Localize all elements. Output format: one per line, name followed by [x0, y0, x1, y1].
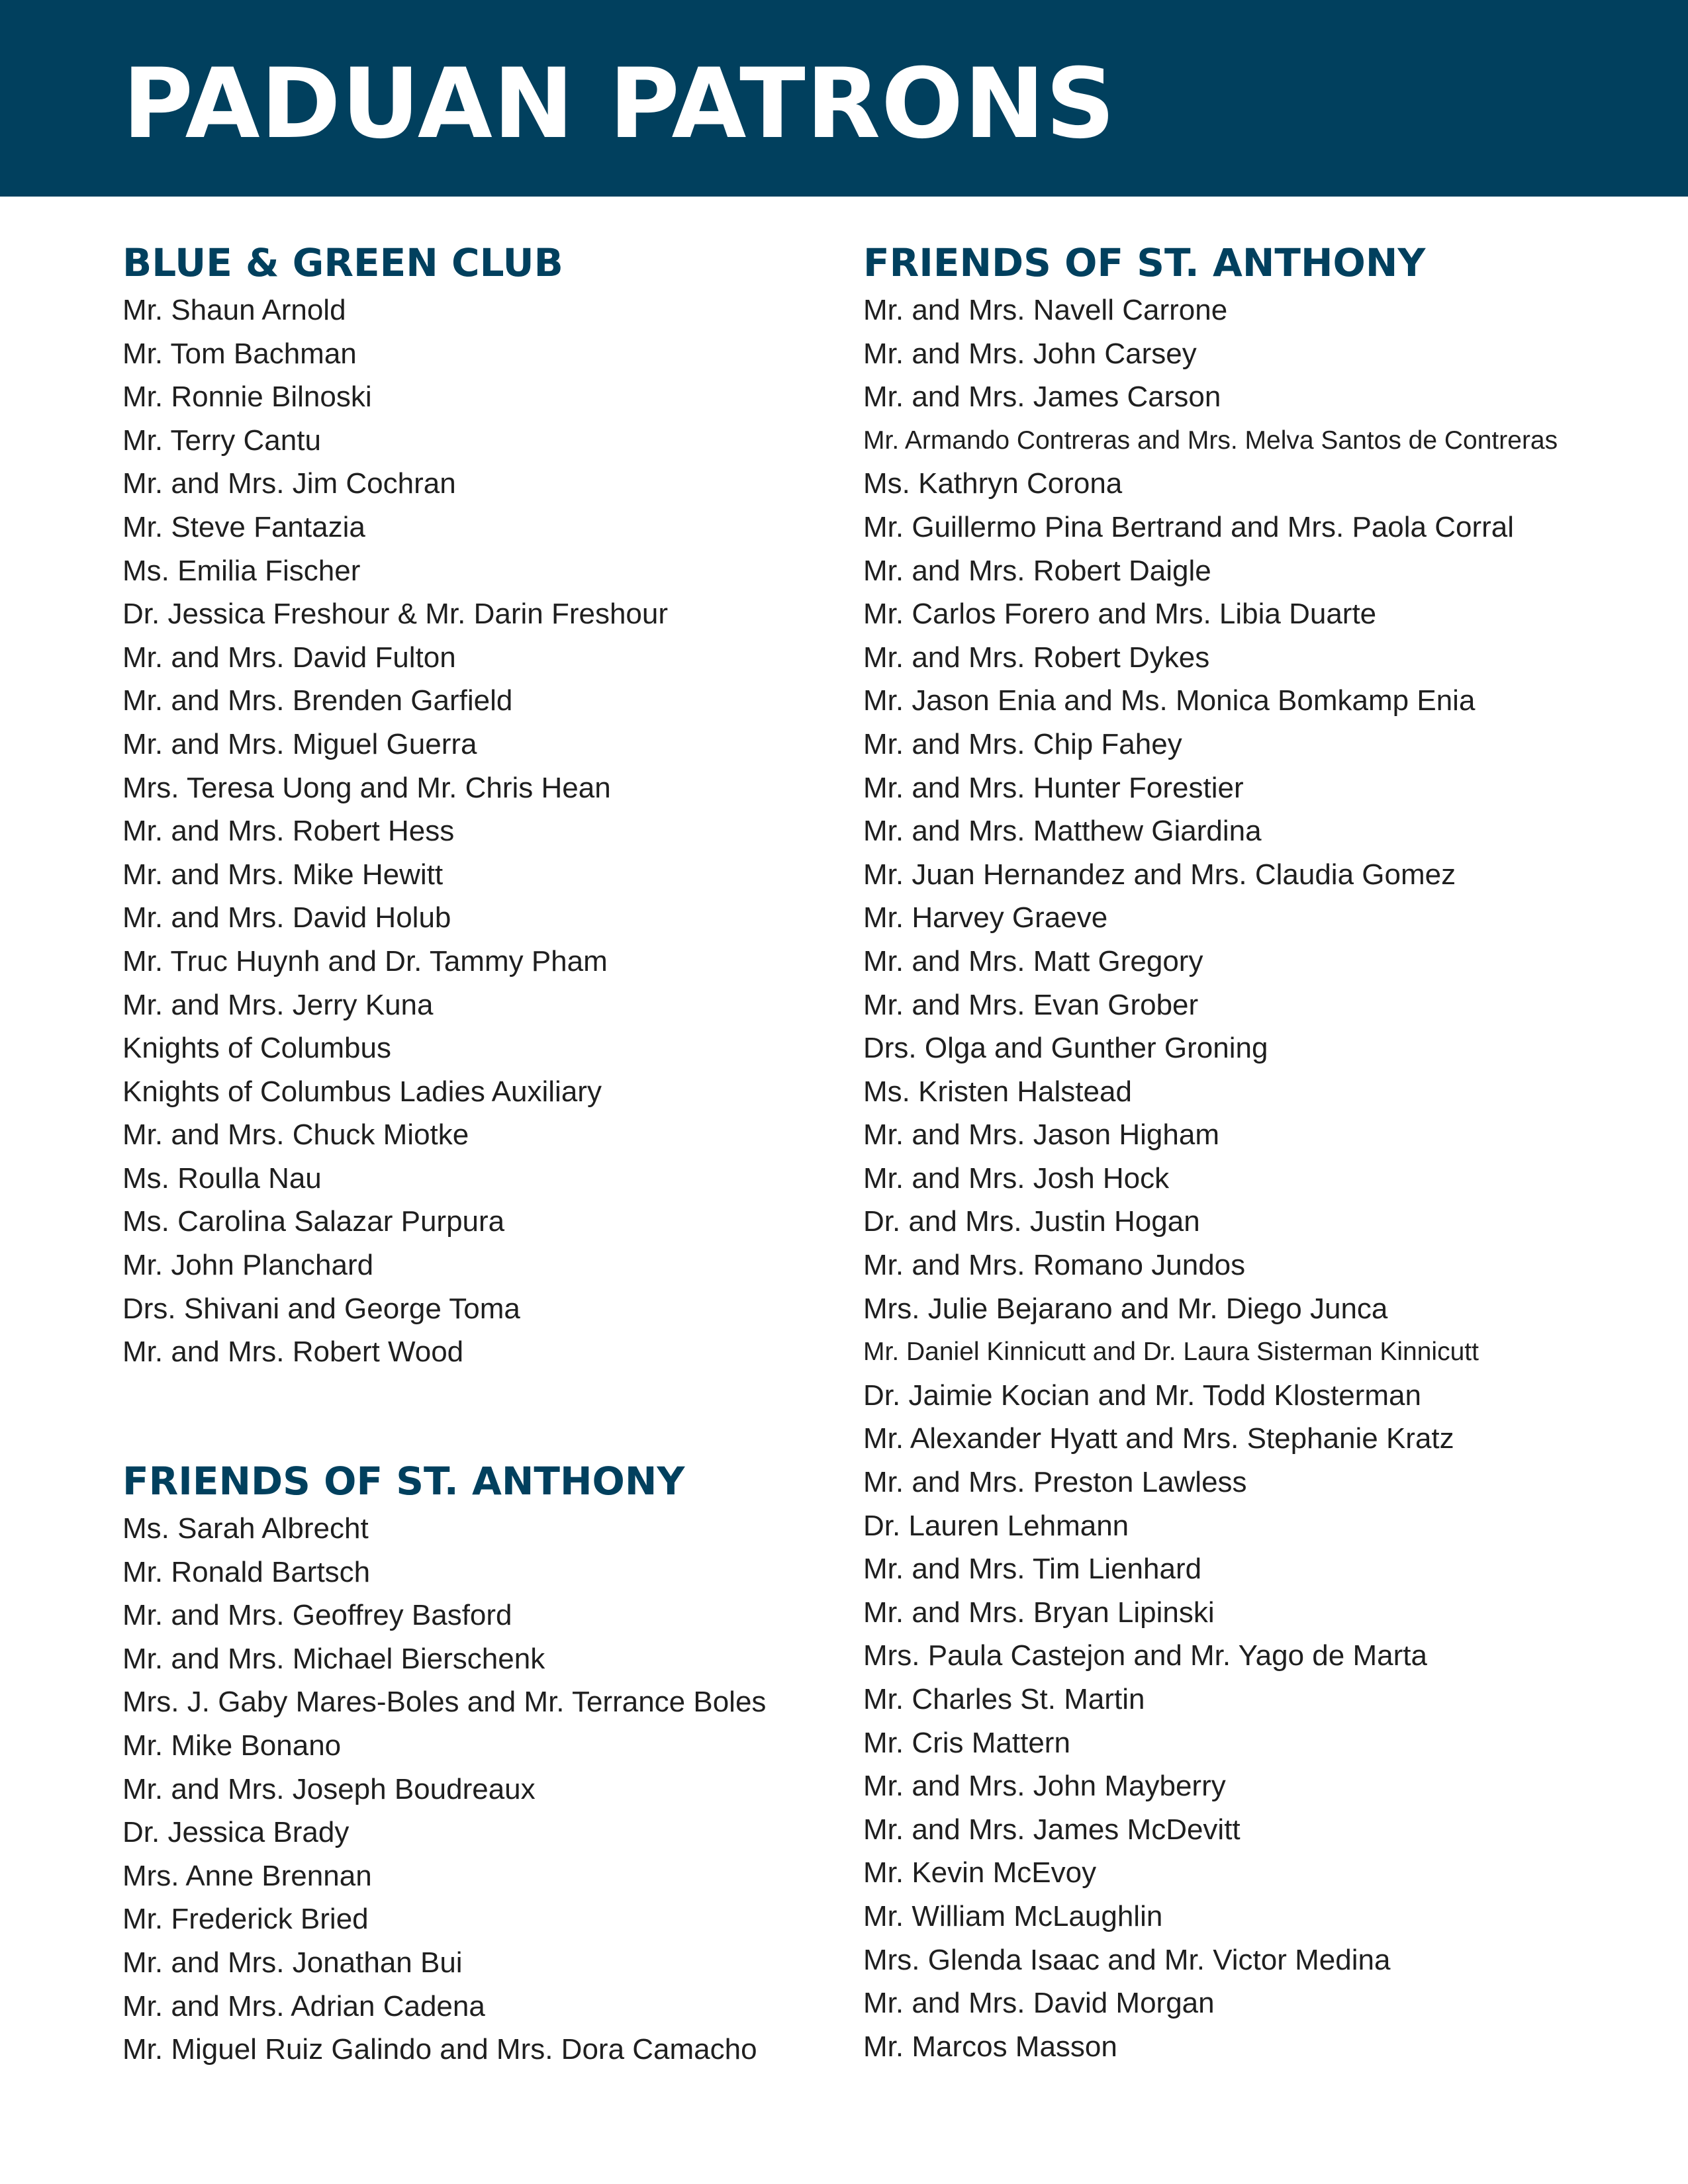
patron-name: Mr. and Mrs. Chuck Miotke: [122, 1118, 469, 1152]
patron-name: Ms. Sarah Albrecht: [122, 1512, 369, 1545]
patron-name: Mr. and Mrs. David Fulton: [122, 641, 456, 674]
patron-name: Mr. Charles St. Martin: [863, 1683, 1145, 1715]
patron-name: Mrs. Julie Bejarano and Mr. Diego Junca: [863, 1292, 1388, 1325]
patron-name: Mr. and Mrs. John Carsey: [863, 337, 1197, 370]
patron-name: Mr. and Mrs. James Carson: [863, 381, 1221, 414]
patron-name: Mr. Frederick Bried: [122, 1903, 369, 1936]
patron-name: Mr. Ronald Bartsch: [122, 1555, 371, 1588]
patron-name: Mr. Terry Cantu: [122, 424, 321, 457]
patron-name: Knights of Columbus Ladies Auxiliary: [122, 1075, 602, 1108]
patron-name: Ms. Roulla Nau: [122, 1161, 322, 1195]
patron-name: Mr. and Mrs. John Mayberry: [863, 1770, 1226, 1803]
section-heading: FRIENDS OF ST. ANTHONY: [863, 240, 1426, 285]
patron-name: Mr. Tom Bachman: [122, 337, 357, 370]
patron-name: Mr. Mike Bonano: [122, 1729, 342, 1762]
patron-name: Mrs. Teresa Uong and Mr. Chris Hean: [122, 771, 611, 804]
patron-name: Dr. Jessica Freshour & Mr. Darin Freshour: [122, 598, 669, 631]
patron-name: Ms. Emilia Fischer: [122, 554, 361, 587]
friends-of-st-anthony-section-left: [122, 1458, 766, 2071]
patron-name: Mr. and Mrs. Jerry Kuna: [122, 988, 434, 1021]
patron-name: Dr. Lauren Lehmann: [863, 1509, 1129, 1542]
patron-name: Mr. and Mrs. Josh Hock: [863, 1161, 1170, 1195]
patron-name: Mr. and Mrs. Robert Dykes: [863, 641, 1210, 674]
patron-name: Ms. Carolina Salazar Purpura: [122, 1205, 505, 1238]
section-heading: FRIENDS OF ST. ANTHONY: [122, 1459, 685, 1504]
patron-name: Mr. Carlos Forero and Mrs. Libia Duarte: [863, 598, 1377, 631]
patron-name: Mr. William McLaughlin: [863, 1899, 1163, 1933]
patron-name: Ms. Kathryn Corona: [863, 467, 1123, 500]
patron-name: Mrs. Paula Castejon and Mr. Yago de Marta: [863, 1639, 1427, 1672]
patron-name: Mrs. J. Gaby Mares-Boles and Mr. Terrance Boles: [122, 1686, 767, 1719]
patron-name: Mr. Ronnie Bilnoski: [122, 381, 372, 414]
patron-name: Mr. and Mrs. Chip Fahey: [863, 727, 1182, 760]
patron-name: Drs. Shivani and George Toma: [122, 1292, 520, 1325]
patron-name: Mr. Juan Hernandez and Mrs. Claudia Gomez: [863, 858, 1456, 891]
patron-name: Dr. and Mrs. Justin Hogan: [863, 1205, 1200, 1238]
patron-name: Mr. and Mrs. Brenden Garfield: [122, 684, 513, 717]
patron-name: Mr. Alexander Hyatt and Mrs. Stephanie Kratz: [863, 1422, 1454, 1455]
patron-name: Mr. Kevin McEvoy: [863, 1856, 1097, 1889]
patron-name: Mr. and Mrs. Evan Grober: [863, 988, 1199, 1021]
patron-name: Mr. and Mrs. Jason Higham: [863, 1118, 1219, 1152]
patron-name: Mr. and Mrs. David Holub: [122, 901, 451, 934]
patron-name: Mrs. Anne Brennan: [122, 1859, 372, 1892]
patron-list: [122, 1507, 766, 2071]
patron-name: Mr. John Planchard: [122, 1249, 374, 1282]
patron-name: Mr. and Mrs. Matthew Giardina: [863, 815, 1262, 848]
patron-name: Mr. Harvey Graeve: [863, 901, 1108, 934]
patron-name: Knights of Columbus: [122, 1032, 391, 1065]
patron-name: Mr. Guillermo Pina Bertrand and Mrs. Paola Corral: [863, 510, 1515, 543]
patron-name: Mr. and Mrs. Mike Hewitt: [122, 858, 444, 891]
patron-name: Mr. and Mrs. Romano Jundos: [863, 1249, 1246, 1282]
page-title: PADUAN PATRONS: [122, 48, 1116, 160]
patron-name: Mr. and Mrs. Michael Bierschenk: [122, 1642, 545, 1675]
patron-name: Mr. Truc Huynh and Dr. Tammy Pham: [122, 944, 608, 978]
patron-name: Dr. Jaimie Kocian and Mr. Todd Klosterman: [863, 1379, 1421, 1412]
patron-name: Mr. and Mrs. Jonathan Bui: [122, 1946, 463, 1979]
patron-name: Mr. and Mrs. Robert Daigle: [863, 554, 1211, 587]
patron-name: Mr. and Mrs. David Morgan: [863, 1987, 1215, 2020]
patron-name: Mr. and Mrs. Miguel Guerra: [122, 727, 477, 760]
patron-name: Drs. Olga and Gunther Groning: [863, 1032, 1268, 1065]
patron-name: Mr. Jason Enia and Ms. Monica Bomkamp Enia: [863, 684, 1476, 717]
blue-green-club-section: [122, 240, 668, 1374]
patron-name: Mr. Daniel Kinnicutt and Dr. Laura Sisterman Kinnicutt: [863, 1338, 1479, 1367]
patron-name: Mr. and Mrs. Adrian Cadena: [122, 1989, 485, 2023]
patron-name: Mr. Armando Contreras and Mrs. Melva Santos de Contreras: [863, 426, 1558, 455]
patron-name: Mrs. Glenda Isaac and Mr. Victor Medina: [863, 1943, 1391, 1976]
patron-name: Mr. and Mrs. Jim Cochran: [122, 467, 456, 500]
patron-name: Mr. and Mrs. Tim Lienhard: [863, 1553, 1202, 1586]
patron-name: Mr. and Mrs. Matt Gregory: [863, 944, 1203, 978]
header-banner: [0, 0, 1688, 197]
patron-name: Mr. Steve Fantazia: [122, 510, 365, 543]
patron-name: Mr. and Mrs. Robert Hess: [122, 815, 455, 848]
patron-name: Mr. Cris Mattern: [863, 1726, 1070, 1759]
patron-name: Mr. and Mrs. Bryan Lipinski: [863, 1596, 1215, 1629]
patron-name: Mr. and Mrs. Preston Lawless: [863, 1466, 1247, 1499]
patron-name: Mr. Shaun Arnold: [122, 294, 346, 326]
patron-name: Ms. Kristen Halstead: [863, 1075, 1132, 1108]
patron-name: Mr. and Mrs. Navell Carrone: [863, 294, 1228, 326]
patron-name: Dr. Jessica Brady: [122, 1816, 350, 1849]
section-heading: BLUE & GREEN CLUB: [122, 240, 563, 285]
patron-list: [863, 289, 1558, 2068]
patron-name: Mr. Marcos Masson: [863, 2030, 1117, 2063]
patron-name: Mr. Miguel Ruiz Galindo and Mrs. Dora Camacho: [122, 2033, 757, 2066]
patron-name: Mr. and Mrs. Joseph Boudreaux: [122, 1772, 536, 1805]
patron-list: [122, 289, 668, 1374]
patron-name: Mr. and Mrs. Hunter Forestier: [863, 771, 1244, 804]
patron-name: Mr. and Mrs. James McDevitt: [863, 1813, 1241, 1846]
friends-of-st-anthony-section-right: [863, 240, 1558, 2068]
patron-name: Mr. and Mrs. Geoffrey Basford: [122, 1599, 512, 1632]
patron-name: Mr. and Mrs. Robert Wood: [122, 1336, 464, 1369]
